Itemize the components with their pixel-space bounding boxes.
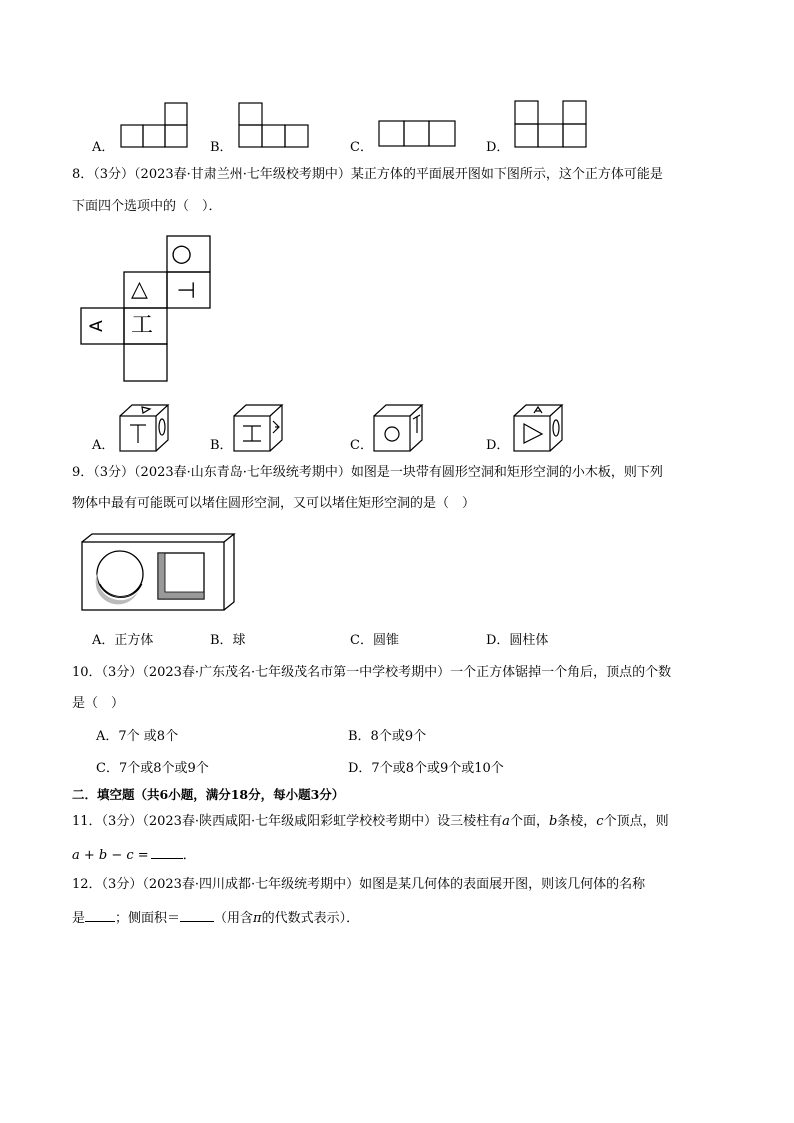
q10-option-d[interactable]: D．7个或8个或9个或10个 [348,761,504,776]
q12-line2-part-d: 的代数式表示）． [261,911,360,926]
q7-option-c-label[interactable]: C． [350,140,373,155]
q11-expression-line [72,845,196,865]
q10-option-b[interactable]: B．8个或9个 [348,729,427,744]
q9-option-b[interactable]: B．球 [210,633,246,648]
q10-header: 10．（3分）（2023春·广东茂名·七年级茂名市第一中学校考期中）一个正方体锯掉一个角后，顶点的个数 [72,665,672,680]
q7-option-b-net [238,102,310,148]
q11-var-a: a [502,814,510,829]
q9-header-line2: 物体中最有可能既可以堵住圆形空洞，又可以堵住矩形空洞的是（ ） [72,496,476,511]
q11-expression: a + b − c = [72,848,149,863]
net-t-symbol: ⊤ [172,280,198,300]
net-a-symbol: A [86,320,107,332]
q11-header-part-b: 个面， [509,814,549,829]
q8-option-a-label[interactable]: A． [92,438,115,453]
q7-option-a-net [120,102,190,148]
q11-header-part-a: 11．（3分）（2023春·陕西咸阳·七年级咸阳彩虹学校校考期中）设三棱柱有 [72,814,503,829]
q11-header-part-d: 个顶点，则 [603,814,669,829]
q7-option-b-label[interactable]: B． [210,140,233,155]
q12-area-blank[interactable] [180,908,214,922]
q11-var-c: c [596,814,604,829]
q9-option-a[interactable]: A．正方体 [92,633,154,648]
net-circle-symbol: ○ [171,239,192,267]
q11-var-b: b [548,814,558,829]
q9-header: 9．（3分）（2023春·山东青岛·七年级统考期中）如图是一块带有圆形空洞和矩形空洞的小木板，则下列 [72,465,663,480]
q11-answer-blank[interactable] [151,845,183,859]
section-2-title: 二．填空题（共6小题，满分18分，每小题3分） [72,787,345,802]
q12-line2-part-a: 是 [72,911,86,926]
q12-name-blank[interactable] [85,908,115,922]
q8-option-b-label[interactable]: B． [210,438,233,453]
q8-header: 8．（3分）（2023春·甘肃兰州·七年级校考期中）某正方体的平面展开图如下图所示，这个正方体可能是 [72,167,663,182]
q8-option-b-cube [232,403,294,453]
q7-option-d-net [514,100,588,148]
q11-header [72,813,669,831]
q8-option-a-cube [118,403,180,453]
net-gong-symbol: 工 [131,313,154,338]
q7-option-d-label[interactable]: D． [486,140,510,155]
q10-option-c[interactable]: C．7个或8个或9个 [96,761,209,776]
q9-option-c[interactable]: C．圆锥 [350,633,399,648]
q12-header-line2 [72,908,359,928]
q8-option-d-cube [512,403,574,453]
q11-header-part-c: 条棱， [557,814,597,829]
q9-option-d[interactable]: D．圆柱体 [486,633,549,648]
q12-line2-part-c: （用含 [214,911,254,926]
q12-header: 12．（3分）（2023春·四川成都·七年级统考期中）如图是某几何体的表面展开图，则该几何体的名称 [72,877,646,892]
q12-line2-part-b: ；侧面积＝ [115,911,181,926]
q12-pi: π [253,911,262,926]
q8-option-c-label[interactable]: C． [350,438,373,453]
q7-option-c-net [378,120,458,148]
q10-header-line2: 是（ ） [72,696,125,711]
q11-tail: ． [182,848,196,863]
q8-option-c-cube [372,403,434,453]
q9-board-figure [80,532,236,612]
q7-option-a-label[interactable]: A． [92,140,115,155]
net-triangle-symbol: △ [131,277,148,302]
q8-header-line2: 下面四个选项中的（ ）． [72,199,222,214]
q10-option-a[interactable]: A．7个 或8个 [96,729,179,744]
q8-option-d-label[interactable]: D． [486,438,510,453]
